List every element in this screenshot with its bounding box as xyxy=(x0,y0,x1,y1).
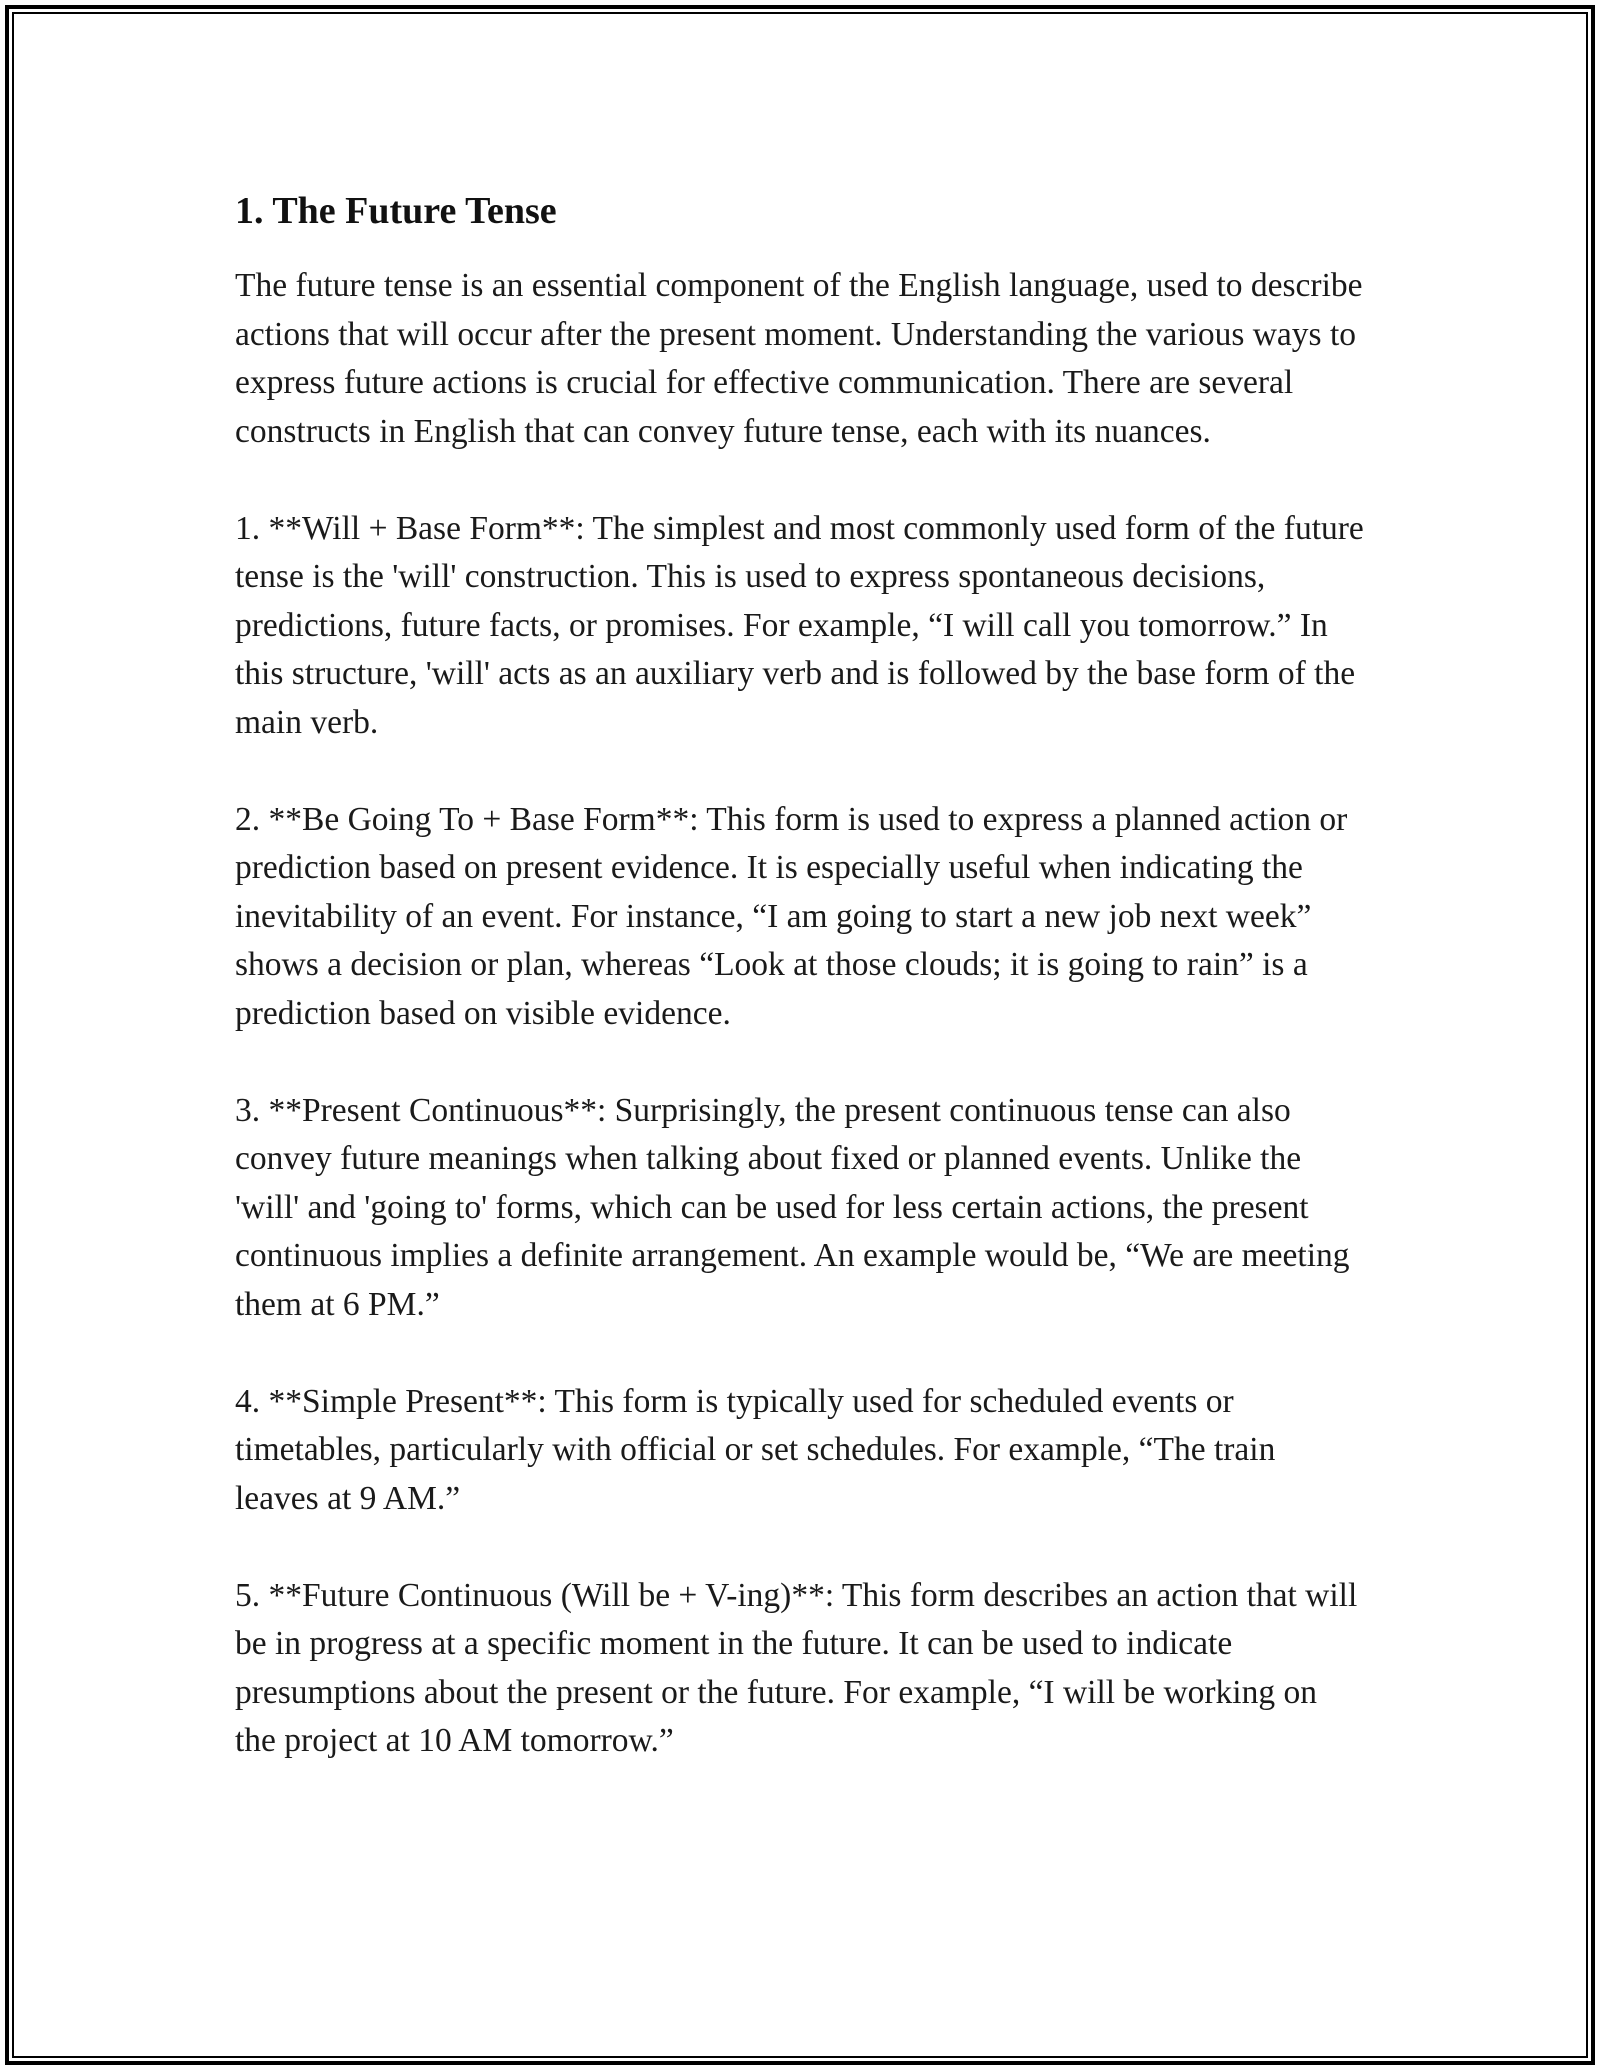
future-continuous-paragraph: 5. **Future Continuous (Will be + V-ing)**: This form describes an action that will be in progress at a specific moment in the future. It can be used to indicate presumptions about the present or the future. For example, “I will be working on the project at 10 AM tomorrow.” xyxy=(235,1576,1358,1759)
document-body xyxy=(235,186,1365,1814)
intro-paragraph: The future tense is an essential component of the English language, used to describe actions that will occur after the present moment. Understanding the various ways to express future actions is crucial for effective communication. There are several constructs in English that can convey future tense, each with its nuances. xyxy=(235,267,1363,450)
present-continuous-paragraph: 3. **Present Continuous**: Surprisingly, the present continuous tense can also convey future meanings when talking about fixed or planned events. Unlike the 'will' and 'going to' forms, which can be used for less certain actions, the present continuous implies a definite arrangement. An example would be, “We are meeting them at 6 PM.” xyxy=(235,1091,1350,1323)
be-going-to-paragraph: 2. **Be Going To + Base Form**: This form is used to express a planned action or prediction based on present evidence. It is especially useful when indicating the inevitability of an event. For instance, “I am going to start a new job next week” shows a decision or plan, whereas “Look at those clouds; it is going to rain” is a prediction based on visible evidence. xyxy=(235,800,1348,1032)
will-base-form-paragraph: 1. **Will + Base Form**: The simplest and most commonly used form of the future tense is the 'will' construction. This is used to express spontaneous decisions, predictions, future facts, or promises. For example, “I will call you tomorrow.” In this structure, 'will' acts as an auxiliary verb and is followed by the base form of the main verb. xyxy=(235,509,1364,741)
simple-present-paragraph: 4. **Simple Present**: This form is typically used for scheduled events or timetables, particularly with official or set schedules. For example, “The train leaves at 9 AM.” xyxy=(235,1382,1276,1517)
section-heading: 1. The Future Tense xyxy=(235,190,557,232)
